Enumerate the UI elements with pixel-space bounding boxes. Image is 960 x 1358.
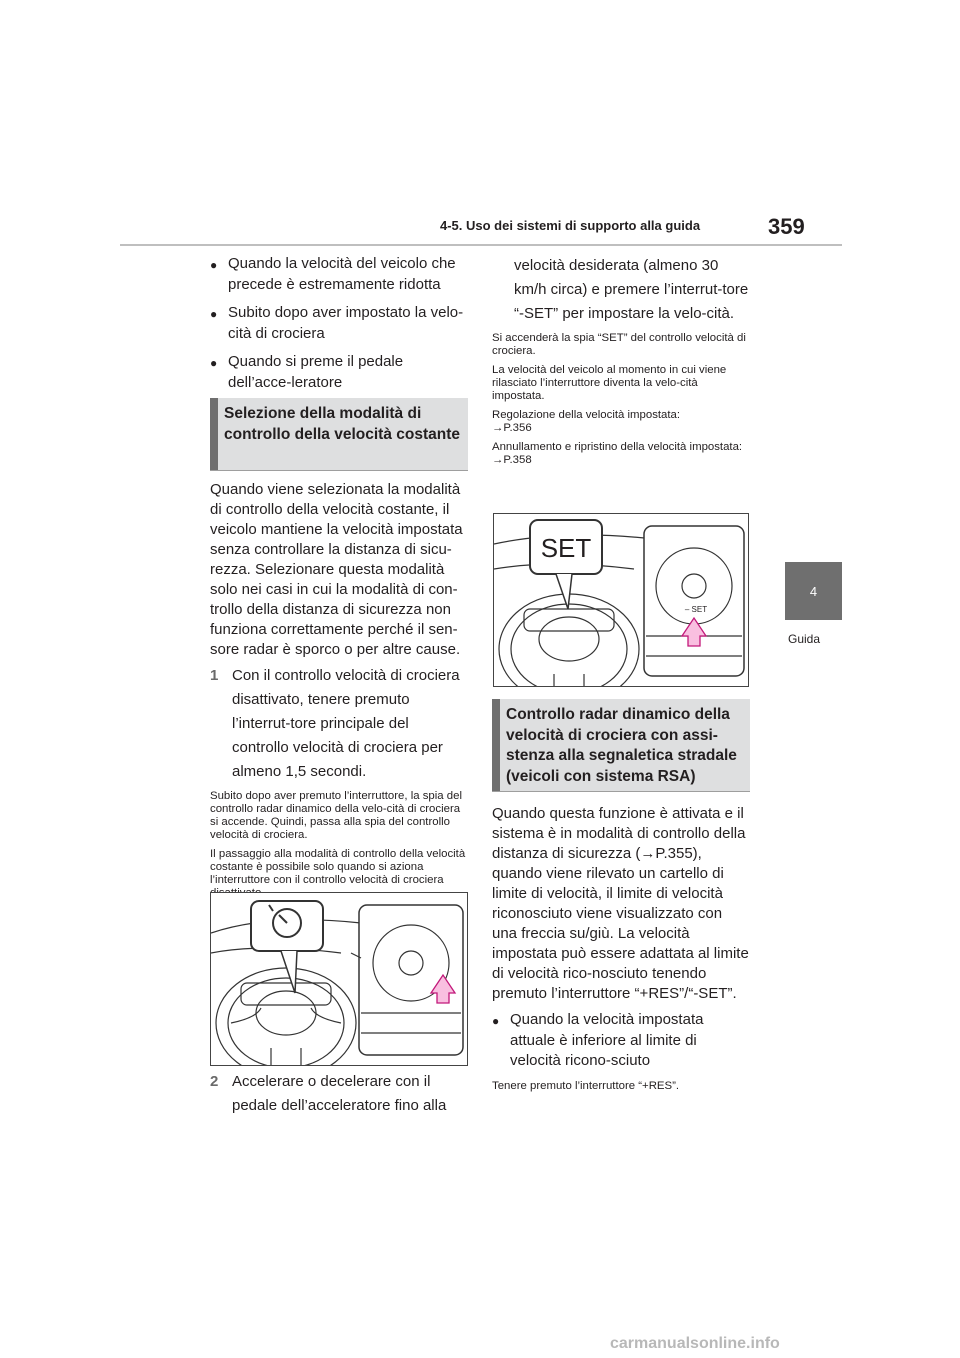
set-switch-label: – SET xyxy=(684,605,708,614)
step-2-continued: velocità desiderata (almeno 30 km/h circa) e premere l’interrut-tore “-SET” per impostare la velo-cità. xyxy=(514,257,749,322)
steering-wheel-icon xyxy=(211,893,467,1065)
section-heading-rsa: Controllo radar dinamico della velocità di crociera con assi-stenza alla segnaletica stradale (veicoli con sistema RSA) xyxy=(492,699,750,792)
note: Regolazione della velocità impostata: →P.356 xyxy=(492,409,681,434)
header-divider xyxy=(120,244,842,246)
set-switch-illustration xyxy=(493,513,749,687)
step-1: 1 Con il controllo velocità di crociera disattivato, tenere premuto l’interrut-tore principale del controllo velocità di crociera per almeno 1,5 secondi. xyxy=(210,667,460,780)
bullet-icon: ● xyxy=(210,307,218,321)
set-callout-label: SET xyxy=(540,533,592,563)
list-item: ● Quando si preme il pedale dell’acce-leratore xyxy=(210,352,468,393)
intro-paragraph: Quando viene selezionata la modalità di controllo della velocità costante, il veicolo mantiene la velocità impostata senza controllare la distanza di sicu-rezza. Selezionare questa modalità solo nei casi in cui la modalità di con-trollo della distanza di sicurezza non funziona correttamente perché il sen-sore radar è sporco o per altre cause. xyxy=(210,481,463,658)
rsa-paragraph: Quando questa funzione è attivata e il sistema è in modalità di controllo della distanza di sicurezza (→P.355), quando viene rilevato un cartello di limite di velocità, il limite di velocità riconosciuto viene visualizzato con una freccia su/giù. La velocità impostata può essere adattata al limite di velocità rico-nosciuto tenendo premuto l’interruttore “+RES”/“-SET”. xyxy=(492,805,749,1002)
note: Si accenderà la spia “SET” del controllo velocità di crociera. xyxy=(492,332,746,357)
note: Il passaggio alla modalità di controllo della velocità costante è possibile solo quando si aziona l’interruttore con il controllo velocità di crociera xyxy=(210,848,466,886)
note: Annullamento e ripristino della velocità impostata: →P.358 xyxy=(492,441,743,466)
chapter-tab: 4 xyxy=(785,562,842,620)
bullet-icon: ● xyxy=(210,356,218,370)
cruise-switch-illustration xyxy=(210,892,468,1066)
watermark: carmanualsonline.info xyxy=(610,1335,780,1352)
note: Subito dopo aver premuto l’interruttore, la spia del controllo radar dinamico della velo-cità di crociera si accende. Quindi, passa alla spia del controllo velocità di crociera. xyxy=(210,790,463,841)
note: Tenere premuto l’interruttore “+RES”. xyxy=(492,1079,680,1092)
page-ref-link[interactable]: →P.358 xyxy=(492,454,532,466)
section-header: 4-5. Uso dei sistemi di supporto alla guida xyxy=(440,218,701,233)
chapter-label: Guida xyxy=(788,632,821,646)
right-top xyxy=(492,254,750,473)
page-ref-link[interactable]: →P.356 xyxy=(492,422,532,434)
bullet-icon: ● xyxy=(492,1014,500,1028)
right-body xyxy=(492,804,750,1099)
bullet-icon: ● xyxy=(210,258,218,272)
step-2: 2 Accelerare o decelerare con il pedale dell’acceleratore fino alla xyxy=(210,1073,447,1114)
page-number: 359 xyxy=(768,214,805,239)
section-heading-constant-speed: Selezione della modalità di controllo della velocità costante xyxy=(210,398,468,471)
left-body xyxy=(210,480,468,906)
left-bullets xyxy=(210,254,468,401)
list-item: ● Quando la velocità del veicolo che precede è estremamente ridotta xyxy=(210,254,468,295)
left-step-2 xyxy=(210,1070,468,1118)
note: La velocità del veicolo al momento in cui viene rilasciato l’interruttore diventa la velo-cità impostata. xyxy=(492,364,727,402)
list-item: ● Subito dopo aver impostato la velo-cità di crociera xyxy=(210,303,468,344)
list-item: ● Quando la velocità impostata attuale è inferiore al limite di velocità ricono-sciuto xyxy=(492,1010,750,1072)
